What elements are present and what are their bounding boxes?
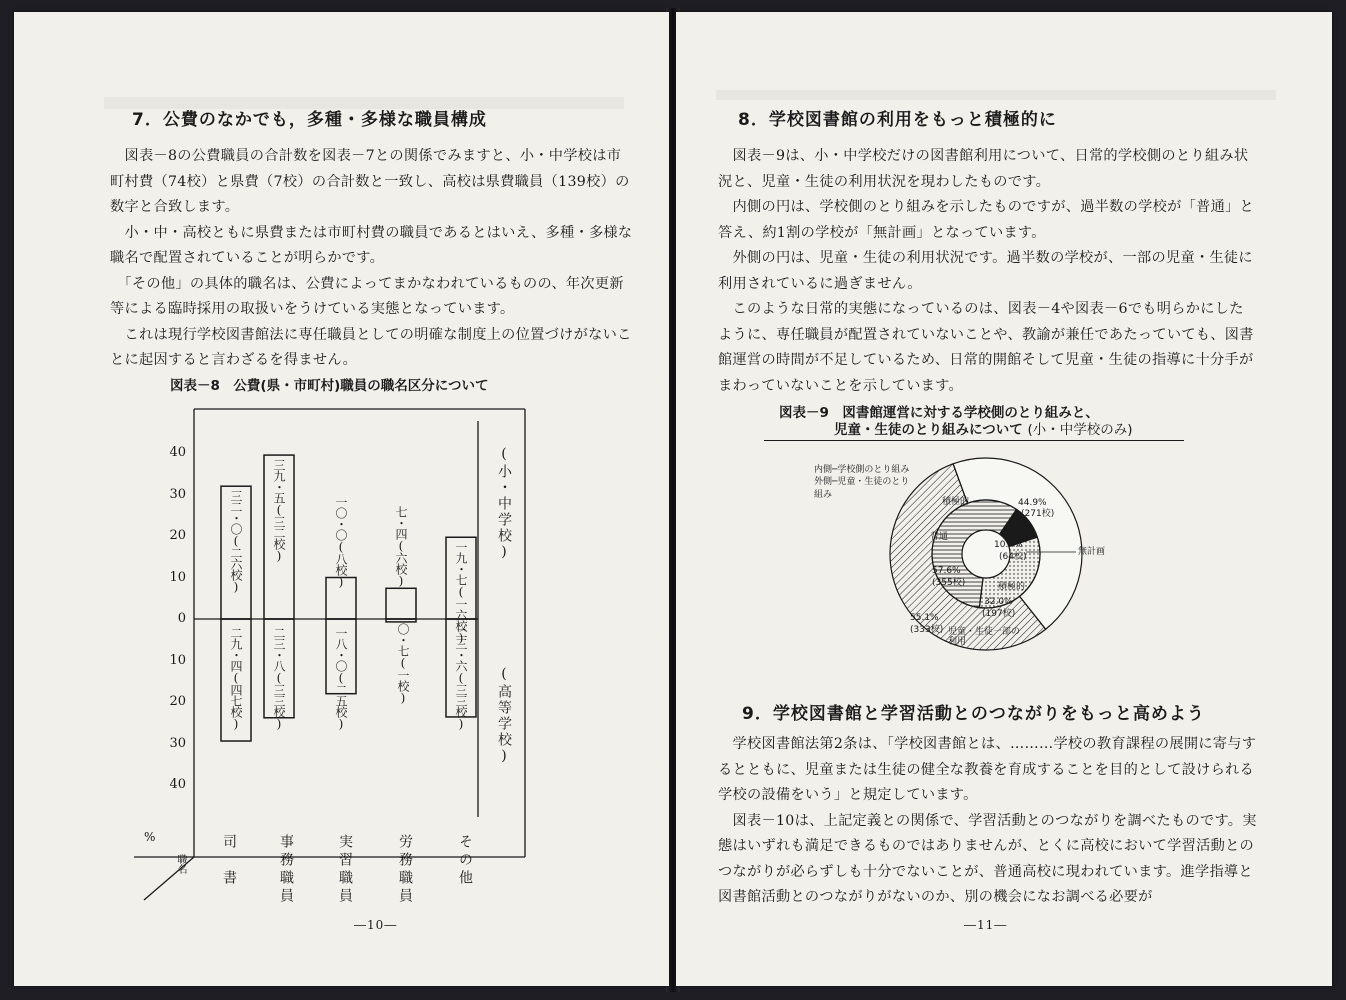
bar-label-high-school: 二三・六(三三校) (454, 627, 468, 730)
page-number-left: ―10― (354, 918, 398, 932)
bar-label-elementary: 一九・七(一六校) (454, 541, 468, 645)
group-label-high-school: (高等学校) (496, 666, 512, 766)
paragraph: 図表－8の公費職員の合計数を図表－7との関係でみますと、小・中学校は市町村費（74校）と県費（7校）の合計数と一致し、高校は県費職員（139校）の数字と合致します。 (110, 148, 630, 215)
right-page (676, 12, 1332, 986)
paragraph: これは現行学校図書館法に専任職員としての明確な制度上の位置づけがないことに起因すると言わざるを得ません。 (110, 326, 632, 368)
inner-normal-pct: 57.6% (932, 566, 961, 576)
y-tick-label: 20 (169, 528, 186, 543)
inner-unplanned-count: (64校) (999, 552, 1027, 562)
y-tick-label: 30 (169, 735, 186, 751)
bar-label-high-school: 二三・八(三三校) (272, 627, 286, 730)
bar-label-elementary: 三九・五(三二校) (272, 459, 286, 563)
x-category-label: 司書 (221, 834, 237, 906)
outer-active-label: 積極的 (942, 497, 970, 507)
inner-normal-label: 普通 (930, 532, 949, 542)
inner-active-label: 積極的 (998, 582, 1026, 592)
x-category-label: 実習職員 (337, 834, 353, 906)
bar-label-high-school: 一八・〇(二五校) (334, 627, 348, 730)
x-category-label: その他 (457, 834, 473, 888)
bar-label-elementary: 七・四(六校) (394, 506, 408, 588)
caption-text: 児童・生徒のとり組みについて (834, 422, 1023, 438)
y-tick-label: 10 (169, 652, 186, 668)
figure-8-chart (14, 12, 669, 986)
bar-elementary-4 (386, 588, 416, 619)
outer-partial-pct: 55.1% (910, 613, 939, 623)
left-page (14, 12, 669, 986)
paragraph: 内側の円は、学校側のとり組みを示したものですが、過半数の学校が「普通」と答え、約1割の学校が「無計画」となっています。 (718, 199, 1255, 241)
inner-normal-count: (355校) (932, 578, 966, 588)
x-category-label: 事務職員 (278, 834, 294, 906)
paragraph: 小・中・高校ともに県費または市町村費の職員であるとはいえ、多種・多様な職名で配置されていることが明らかです。 (110, 224, 633, 266)
figure-9-caption-line1: 図表－9 図書館運営に対する学校側のとり組みと、 (779, 405, 1099, 421)
outer-active-pct: 44.9% (1018, 498, 1047, 508)
bar-high-school-4 (386, 619, 416, 622)
caption-note: (小・中学校のみ) (1027, 422, 1133, 438)
paragraph: 図表－10は、上記定義との関係で、学習活動とのつながりを調べたものです。実態はいずれも満足できるものではありませんが、とくに高校において学習活動とのつながりが必らずしも十分でないことが、普通高校に現われています。進学指導と図書館活動とのつながりがないのか、別の機会になお調べる必要が (718, 812, 1257, 905)
paragraph: 学校図書館法第2条は、「学校図書館とは、………学校の教育課程の展開に寄与するとともに、児童または生徒の健全な教養を育成することを目的として設けられる学校の設備をいう」と規定しています。 (718, 736, 1257, 803)
figure-8-caption: 図表－8 公費(県・市町村)職員の職名区分について (170, 378, 489, 394)
bar-label-elementary: 三二・〇(二六校) (229, 490, 243, 594)
bar-label-elementary: 一〇・〇(八校) (334, 495, 348, 588)
x-axis-title: 職名 (175, 854, 186, 874)
pie-legend-outer: 外側─児童・生徒のとり組み (814, 477, 910, 500)
paragraph: 「その他」の具体的職名は、公費によってまかなわれているものの、年次更新等による臨時採用の取扱いをうけている実態となっています。 (110, 275, 624, 317)
section-9-title: 9．学校図書館と学習活動とのつながりをもっと高めよう (742, 704, 1205, 724)
y-axis-unit: % (144, 830, 156, 844)
section-7-title: 7．公費のなかでも，多種・多様な職員構成 (132, 110, 487, 130)
section-8-title: 8．学校図書館の利用をもっと積極的に (738, 110, 1057, 130)
y-tick-label: 0 (177, 611, 186, 626)
outer-partial-count: (333校) (910, 625, 944, 635)
page-number-right: ―11― (964, 918, 1008, 932)
bar-label-high-school: 〇・七(一校) (396, 623, 410, 704)
inner-unplanned-label: 無計画 (1078, 547, 1106, 557)
y-tick-label: 40 (169, 445, 186, 460)
section-9-body (718, 732, 1258, 911)
paragraph: 図表－9は、小・中学校だけの図書館利用について、日常的学校側のとり組み状況と、児童・生徒の利用状況を現わしたものです。 (718, 148, 1249, 190)
pie-legend-inner: 内側─学校側のとり組み (814, 465, 910, 475)
y-tick-label: 20 (169, 694, 186, 709)
inner-unplanned-pct: 10.4% (994, 540, 1023, 550)
group-label-elementary: (小・中学校) (496, 446, 512, 562)
x-category-label: 労務職員 (397, 834, 413, 906)
bar-label-high-school: 二九・四(四七校) (229, 627, 243, 730)
inner-active-count: (197校) (982, 609, 1016, 619)
outer-partial-label: 児童・生徒一部の利用 (948, 627, 1021, 647)
paragraph: このような日常的実態になっているのは、図表－4や図表－6でも明らかにしたように、専任職員が配置されていないことや、教諭が兼任であたっていても、図書館運営の時間が不足しているため、日常的開館そして児童・生徒の指導に十分手がまわっていないことを示しています。 (718, 301, 1254, 394)
inner-active-pct: 32.0% (984, 597, 1013, 607)
y-tick-label: 10 (169, 569, 186, 585)
y-tick-label: 40 (169, 777, 186, 792)
y-tick-label: 30 (169, 486, 186, 502)
paragraph: 外側の円は、児童・生徒の利用状況です。過半数の学校が、一部の児童・生徒に利用されているに過ぎません。 (718, 250, 1253, 292)
outer-active-count: (271校) (1021, 509, 1055, 519)
